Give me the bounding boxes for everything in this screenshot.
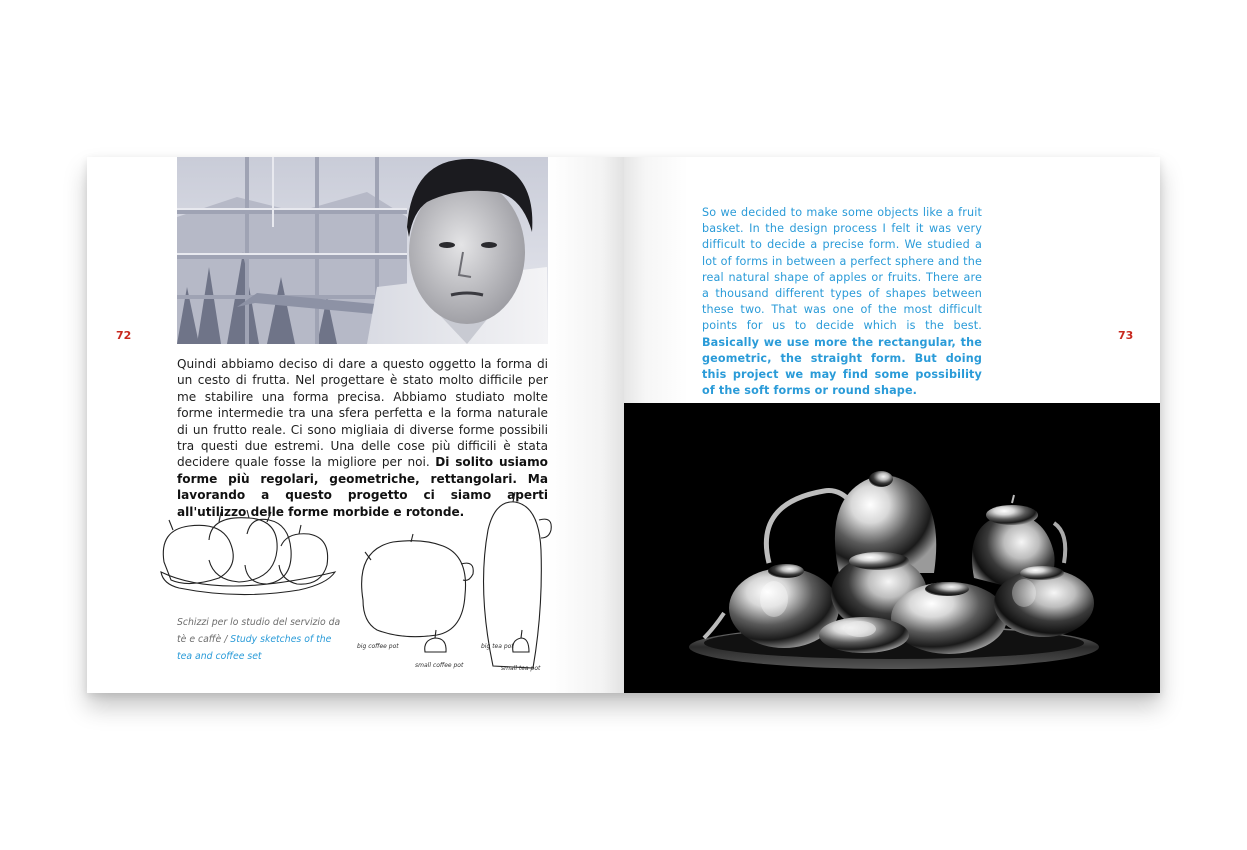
- page-number-left: 72: [116, 329, 132, 342]
- caption-italian: Schizzi per lo studio del servizio da tè e caffè /: [177, 617, 341, 645]
- italian-body-bold: Di solito usiamo forme più regolari, geometriche, rettangolari. Ma lavorando a questo progetto ci siamo aperti all'utilizzo delle forme morbide e rotonde.: [177, 455, 548, 519]
- sketch-label-big-tea-pot: big tea pot: [481, 643, 514, 650]
- caption-english: Study sketches of the tea and coffee set: [177, 634, 332, 662]
- english-body-bold: Basically we use more the rectangular, the geometric, the straight form. But doing this project we may find some possibility of the soft forms or round shape.: [702, 335, 982, 398]
- italian-body-regular: Quindi abbiamo deciso di dare a questo oggetto la forma di un cesto di frutta. Nel progettare è stato molto difficile per me stabilire una forma precisa. Abbiamo studiato molte forme intermedie tra una sfera perfetta e la forma naturale di un frutto reale. Ci sono migliaia di diverse forme possibili tra questi due estremi. Una delle cose più difficili è stata decidere quale fosse la migliore per noi.: [177, 357, 548, 470]
- silver-tea-set-photo: [624, 403, 1160, 693]
- page-number-right: 73: [1118, 329, 1134, 342]
- book-spread: [87, 157, 1160, 693]
- fruit-basket-sketch: [159, 510, 337, 598]
- pot-sketches: [353, 490, 555, 676]
- portrait-photo: [177, 157, 548, 344]
- right-page: [624, 157, 1160, 693]
- left-page: [87, 157, 624, 693]
- english-body-regular: So we decided to make some objects like a fruit basket. In the design process I felt it was very difficult to decide a precise form. We studied a lot of forms in between a perfect sphere and the real natural shape of apples or fruits. There are a thousand different types of shapes between these two. That was one of the most difficult points for us to decide which is the best.: [702, 206, 982, 333]
- sketch-label-small-tea-pot: small tea pot: [501, 665, 541, 672]
- sketch-label-big-coffee-pot: big coffee pot: [357, 643, 399, 650]
- english-body-text: [702, 205, 982, 399]
- sketch-caption: [177, 614, 341, 665]
- sketch-label-small-coffee-pot: small coffee pot: [415, 662, 464, 669]
